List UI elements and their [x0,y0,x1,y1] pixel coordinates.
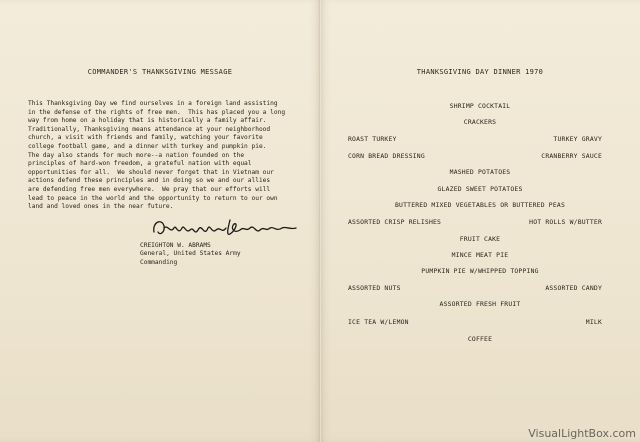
message-line: are defending free men everywhere. We pray that our efforts will [28,185,271,193]
menu-item: ASSORTED CANDY [545,284,602,292]
signer-role: Commanding [140,258,178,266]
menu-item: CORN BREAD DRESSING [348,152,425,160]
message-line: way from home on a holiday that is historically a family affair. [28,117,267,125]
menu-item: CRANBERRY SAUCE [541,152,602,160]
signer-name: CREIGHTON W. ABRAMS [140,242,211,249]
menu-item: ROAST TURKEY [348,135,397,143]
message-line: church, a visit with friends and family, watching your favorite [28,134,263,142]
menu-item: ICE TEA W/LEMON [348,318,409,326]
message-line: college football game, and a dinner with turkey and pumpkin pie. [28,142,267,150]
message-line: opportunities for all. We should never forget that in Vietnam our [28,168,274,176]
message-line: Traditionally, Thanksgiving means attendance at your neighborhood [28,125,271,133]
watermark: VisualLightBox.com [528,427,636,440]
menu-item: HOT ROLLS W/BUTTER [529,218,602,226]
menu-item: ASSORTED NUTS [348,284,401,292]
menu-item: FRUIT CAKE [459,235,501,243]
menu-item: MILK [585,318,602,326]
message-line: land and loved ones in the near future. [28,203,174,211]
message-line: This Thanksgiving Day we find ourselves in a foreign land assisting [28,100,278,107]
menu-item: BUTTERED MIXED VEGETABLES OR BUTTERED PEAS [395,201,565,209]
message-line: actions defend these principles and in doing so we and our allies [28,177,271,185]
message-line: principles of hard-won freedom, a grateful nation with equal [28,160,252,168]
menu-item: ASSORTED CRISP RELISHES [348,218,442,226]
message-title: COMMANDER'S THANKSGIVING MESSAGE [87,68,233,76]
menu-item: TURKEY GRAVY [553,135,602,143]
menu-item: MINCE MEAT PIE [451,251,509,259]
menu-item: ASSORTED FRESH FRUIT [439,300,521,308]
menu-item: CRACKERS [463,118,497,126]
message-line: in the defense of the rights of free men. This has placed you a long [28,108,286,116]
menu-item: GLAZED SWEET POTATOES [437,185,523,193]
message-line: The day also stands for much more--a nation founded on the [28,151,245,159]
menu-item: SHRIMP COCKTAIL [449,102,511,110]
menu-item: PUMPKIN PIE W/WHIPPED TOPPING [421,267,539,275]
message-line: lead to peace in the world and the opportunity to return to our own [28,194,278,202]
signer-title: General, United States Army [140,250,241,258]
menu-item: MASHED POTATOES [449,168,511,176]
menu-title: THANKSGIVING DAY DINNER 1970 [416,68,544,76]
menu-item: COFFEE [467,335,493,343]
